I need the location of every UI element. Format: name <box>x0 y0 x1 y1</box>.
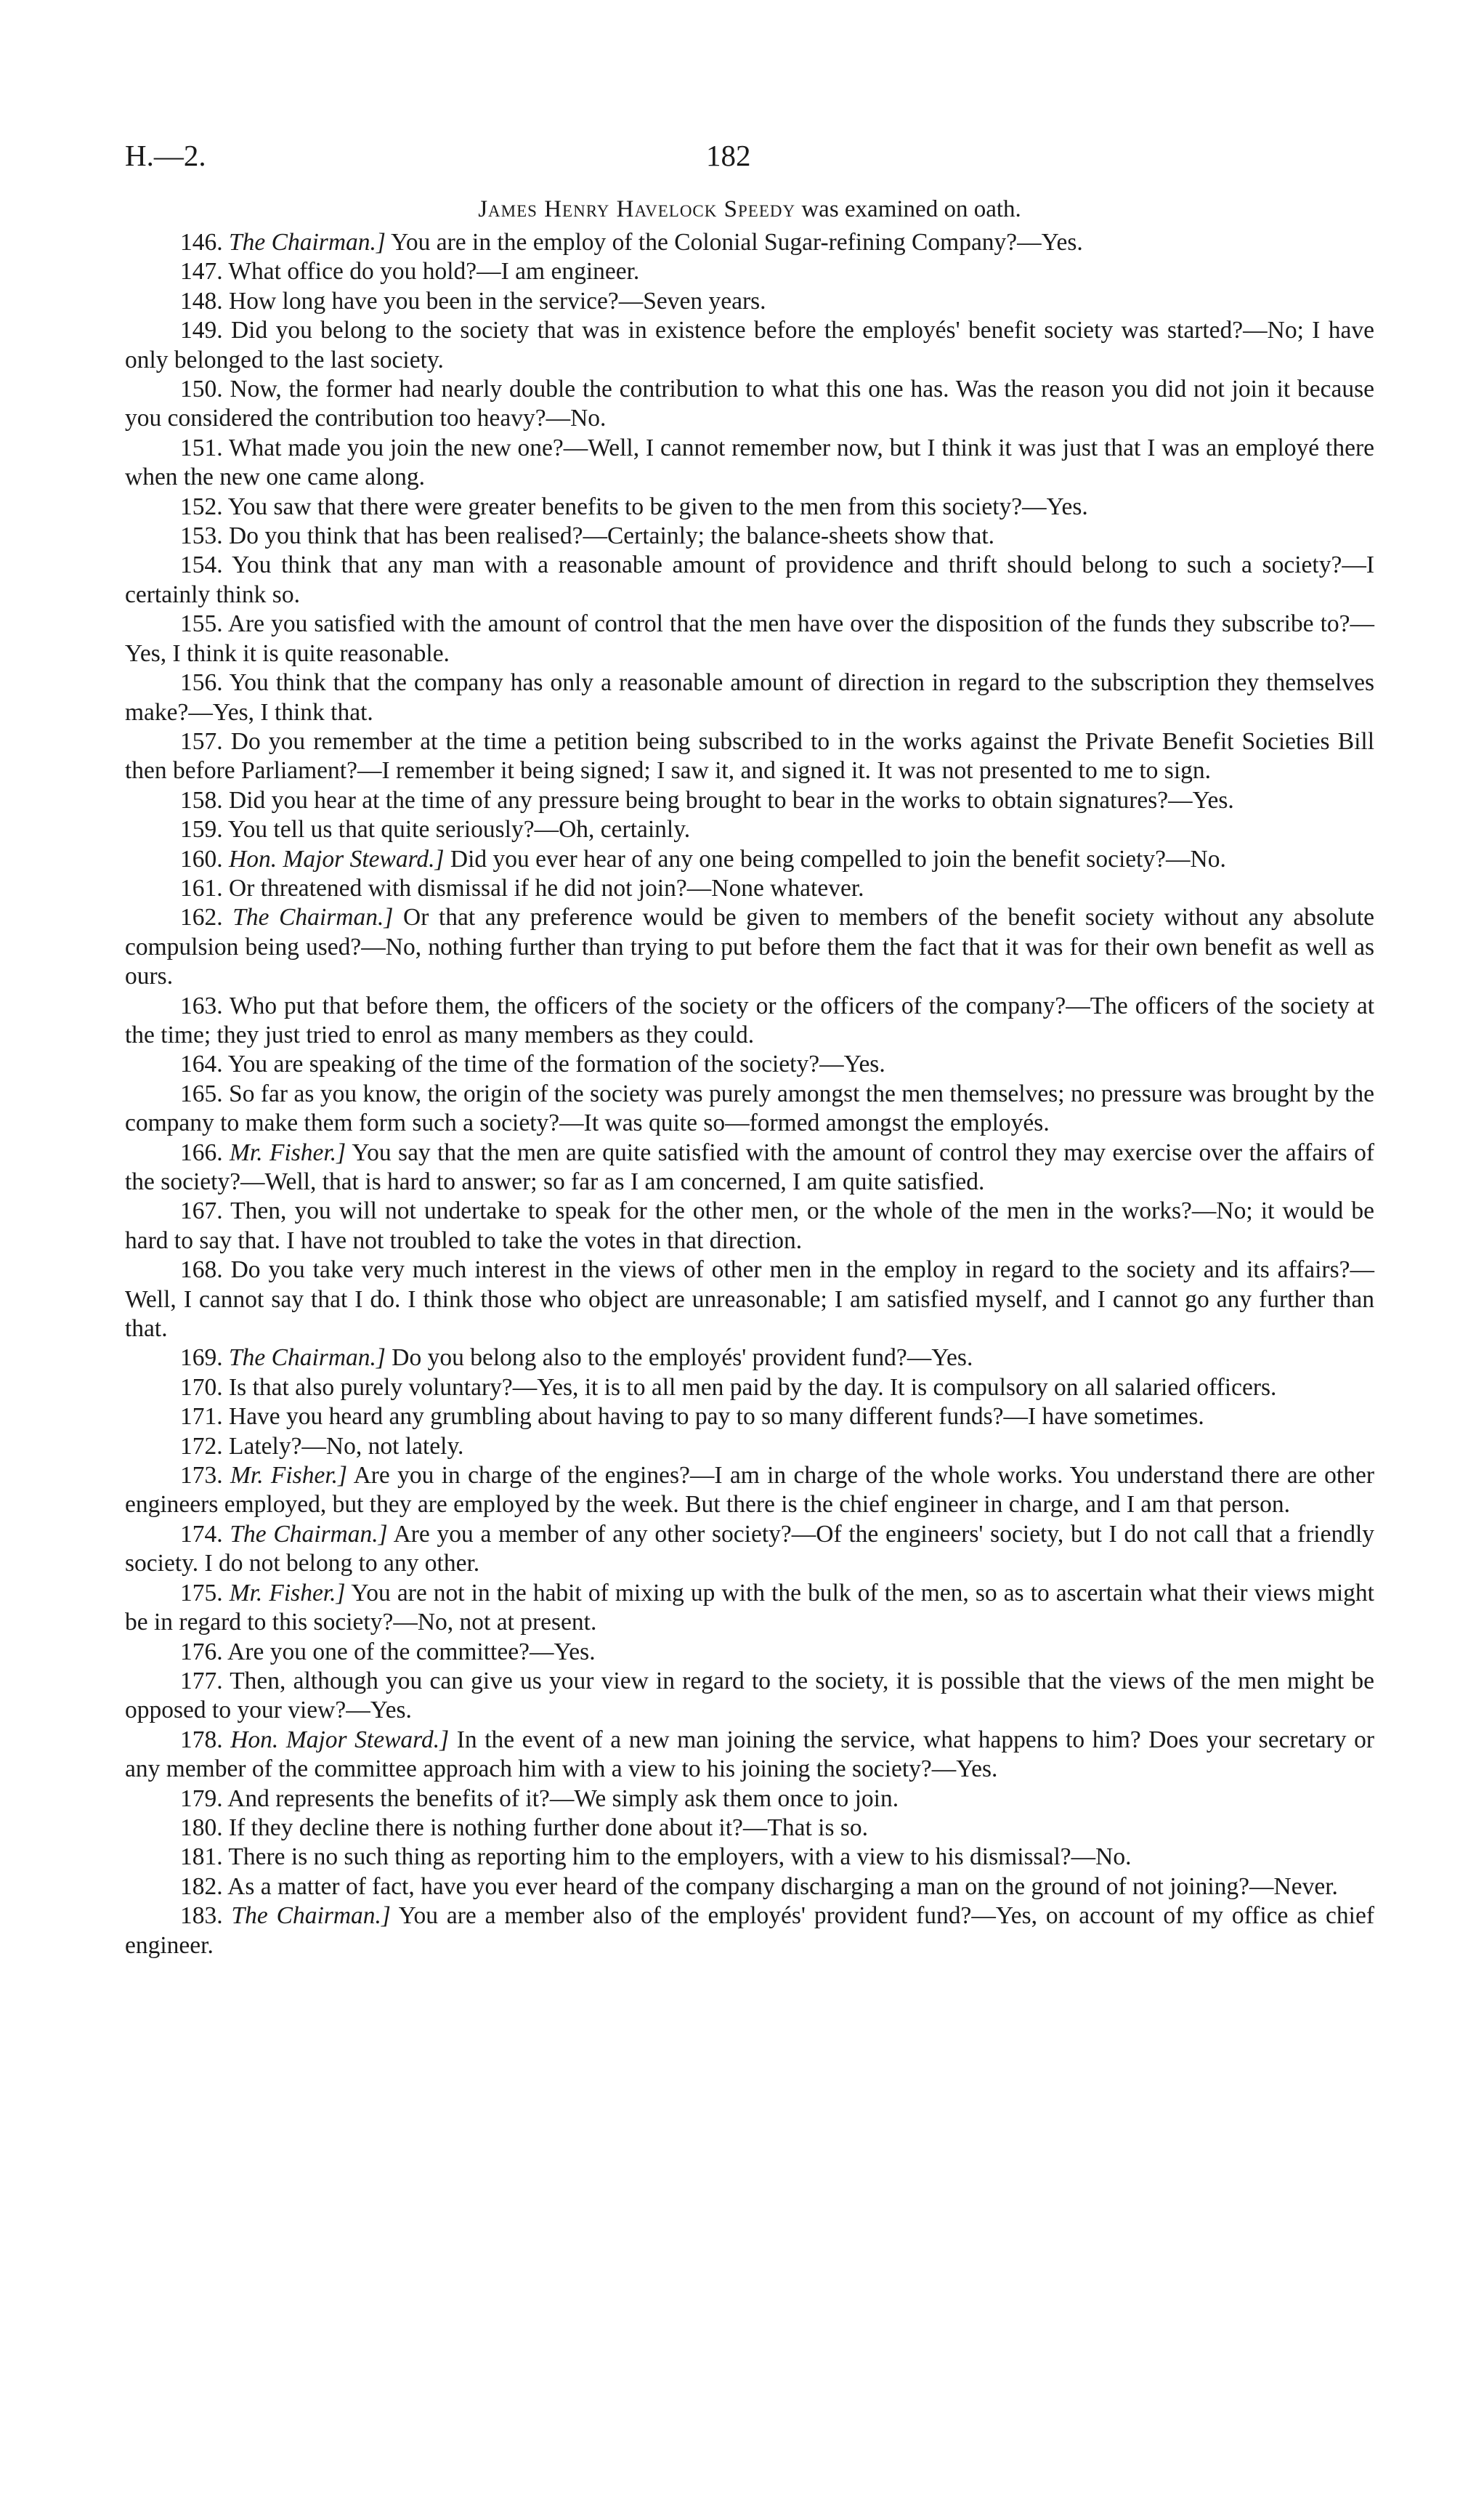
transcript-entry <box>125 1667 1374 1726</box>
transcript-entry <box>125 1197 1374 1256</box>
question-answer-text: Did you belong to the society that was in existence before the employés' benefit society was started?—No; I have only belonged to the last society. <box>125 317 1375 373</box>
question-number: 148. <box>180 287 223 315</box>
question-answer-text: You are speaking of the time of the formation of the society?—Yes. <box>227 1051 885 1078</box>
question-answer-text: Have you heard any grumbling about having to pay to so many different funds?—I have sometimes. <box>229 1403 1204 1431</box>
transcript-entry <box>125 1402 1374 1431</box>
question-number: 152. <box>180 493 223 520</box>
speaker-label: Hon. Major Steward.] <box>229 845 445 873</box>
question-answer-text: Then, you will not undertake to speak for the other men, or the whole of the men in the works?—No; it would be hard to say that. I have not troubled to take the votes in that direction. <box>125 1197 1374 1254</box>
speaker-label: The Chairman.] <box>230 1520 388 1548</box>
question-answer-text: Are you in charge of the engines?—I am in charge of the whole works. You understand there are other engineers employed, but they are employed by the week. But there is the chief engineer in charge, and I am that person. <box>125 1462 1374 1519</box>
question-number: 157. <box>180 727 223 755</box>
transcript-entry <box>125 1520 1374 1579</box>
examination-transcript <box>125 228 1374 1960</box>
speaker-label: The Chairman.] <box>232 904 394 931</box>
transcript-entry <box>125 434 1374 493</box>
question-answer-text: You are a member also of the employés' provident fund?—Yes, on account of my office as chief engineer. <box>125 1902 1375 1959</box>
question-number: 159. <box>180 816 223 844</box>
question-answer-text: So far as you know, the origin of the society was purely amongst the men themselves; no pressure was brought by the company to make them form such a society?—It was quite so—formed amongst the employés. <box>125 1080 1374 1137</box>
question-answer-text: Do you take very much interest in the views of other men in the employ in regard to the society and its affairs?—Well, I cannot say that I do. I think those who object are unreasonable; I am satisfied myself, and I cannot go any further than that. <box>125 1256 1374 1343</box>
question-number: 162. <box>180 904 223 931</box>
question-answer-text: Lately?—No, not lately. <box>229 1432 464 1460</box>
question-number: 177. <box>180 1667 223 1694</box>
question-number: 151. <box>180 434 223 461</box>
question-number: 146. <box>180 229 223 256</box>
transcript-entry <box>125 316 1374 375</box>
question-number: 166. <box>180 1139 223 1166</box>
question-number: 164. <box>180 1051 223 1078</box>
question-answer-text: You are in the employ of the Colonial Sugar-refining Company?—Yes. <box>391 229 1083 256</box>
question-number: 153. <box>180 522 223 550</box>
question-number: 183. <box>180 1902 223 1930</box>
speaker-label: Mr. Fisher.] <box>230 1462 348 1490</box>
transcript-entry <box>125 1432 1374 1461</box>
question-answer-text: Did you ever hear of any one being compelled to join the benefit society?—No. <box>450 845 1226 873</box>
speaker-label: Hon. Major Steward.] <box>230 1726 450 1753</box>
question-answer-text: If they decline there is nothing further done about it?—That is so. <box>229 1814 869 1841</box>
transcript-entry <box>125 1343 1374 1373</box>
question-number: 167. <box>180 1197 223 1225</box>
question-answer-text: Who put that before them, the officers of the society or the officers of the company?—The officers of the society at the time; they just tried to enrol as many members as they could. <box>125 992 1374 1048</box>
speaker-label: The Chairman.] <box>229 229 386 256</box>
transcript-entry <box>125 228 1374 257</box>
question-answer-text: How long have you been in the service?—Seven years. <box>229 287 766 315</box>
transcript-entry <box>125 1256 1374 1343</box>
question-number: 175. <box>180 1579 223 1606</box>
question-number: 155. <box>180 610 223 638</box>
question-number: 169. <box>180 1344 223 1372</box>
question-number: 182. <box>180 1872 223 1900</box>
question-number: 156. <box>180 669 223 697</box>
question-number: 163. <box>180 992 223 1019</box>
question-answer-text: Now, the former had nearly double the contribution to what this one has. Was the reason you did not join it because you considered the contribution too heavy?—No. <box>125 376 1374 432</box>
question-answer-text: What office do you hold?—I am engineer. <box>228 258 640 286</box>
question-number: 154. <box>180 551 223 579</box>
question-number: 179. <box>180 1784 223 1812</box>
transcript-entry <box>125 1784 1374 1814</box>
transcript-entry <box>125 287 1374 316</box>
transcript-entry <box>125 874 1374 903</box>
question-answer-text: Then, although you can give us your view in regard to the society, it is possible that the views of the men might be opposed to your view?—Yes. <box>125 1667 1374 1724</box>
question-answer-text: In the event of a new man joining the service, what happens to him? Does your secretary or any member of the committee approach him with a view to his joining the society?—Yes. <box>125 1726 1375 1783</box>
question-number: 173. <box>180 1462 223 1490</box>
question-number: 161. <box>180 874 223 902</box>
speaker-label: The Chairman.] <box>231 1902 391 1930</box>
question-number: 147. <box>180 258 223 286</box>
transcript-entry <box>125 1726 1374 1784</box>
question-answer-text: There is no such thing as reporting him to the employers, with a view to his dismissal?—No. <box>228 1843 1132 1871</box>
question-answer-text: And represents the benefits of it?—We simply ask them once to join. <box>227 1784 899 1812</box>
transcript-entry <box>125 668 1374 727</box>
witness-heading-suffix: was examined on oath. <box>801 196 1021 222</box>
transcript-entry <box>125 1579 1374 1638</box>
question-answer-text: As a matter of fact, have you ever heard of the company discharging a man on the ground of not joining?—Never. <box>227 1872 1338 1900</box>
transcript-entry <box>125 727 1374 786</box>
speaker-label: Mr. Fisher.] <box>230 1139 346 1166</box>
question-number: 165. <box>180 1080 223 1107</box>
question-number: 172. <box>180 1432 223 1460</box>
question-answer-text: Did you hear at the time of any pressure being brought to bear in the works to obtain signatures?—Yes. <box>229 786 1234 814</box>
question-answer-text: Do you remember at the time a petition being subscribed to in the works against the Private Benefit Societies Bill then before Parliament?—I remember it being signed; I saw it, and signed it. It was not presented to me to sign. <box>125 727 1375 785</box>
question-answer-text: Is that also purely voluntary?—Yes, it is to all men paid by the day. It is compulsory on all salaried officers. <box>229 1373 1277 1401</box>
transcript-entry <box>125 257 1374 286</box>
transcript-entry <box>125 1139 1374 1197</box>
transcript-entry <box>125 375 1374 434</box>
transcript-entry <box>125 845 1374 874</box>
transcript-entry <box>125 1638 1374 1667</box>
speaker-label: Mr. Fisher.] <box>229 1579 346 1606</box>
transcript-entry <box>125 1050 1374 1079</box>
question-answer-text: Are you satisfied with the amount of control that the men have over the disposition of the funds they subscribe to?—Yes, I think it is quite reasonable. <box>125 610 1374 667</box>
question-number: 170. <box>180 1373 223 1401</box>
document-reference: H.—2. <box>125 139 206 172</box>
question-answer-text: Are you a member of any other society?—Of the engineers' society, but I do not call that a friendly society. I do not belong to any other. <box>125 1520 1374 1577</box>
transcript-entry <box>125 992 1374 1051</box>
question-answer-text: Do you think that has been realised?—Certainly; the balance-sheets show that. <box>229 522 995 550</box>
speaker-label: The Chairman.] <box>229 1344 386 1372</box>
question-number: 181. <box>180 1843 223 1871</box>
witness-heading <box>125 195 1374 224</box>
question-answer-text: You think that any man with a reasonable amount of providence and thrift should belong to such a society?—I certainly think so. <box>125 551 1375 608</box>
transcript-entry <box>125 1814 1374 1843</box>
transcript-entry <box>125 493 1374 522</box>
question-number: 176. <box>180 1638 223 1665</box>
question-number: 180. <box>180 1814 223 1841</box>
question-number: 150. <box>180 376 223 403</box>
transcript-entry <box>125 522 1374 551</box>
question-answer-text: You saw that there were greater benefits to be given to the men from this society?—Yes. <box>227 493 1088 520</box>
question-number: 149. <box>180 317 223 344</box>
question-answer-text: What made you join the new one?—Well, I cannot remember now, but I think it was just that I was an employé there when the new one came along. <box>125 434 1374 491</box>
question-answer-text: Are you one of the committee?—Yes. <box>227 1638 596 1665</box>
question-answer-text: You are not in the habit of mixing up with the bulk of the men, so as to ascertain what their views might be in regard to this society?—No, not at present. <box>125 1579 1374 1636</box>
transcript-entry <box>125 610 1374 668</box>
page-header <box>125 124 1374 174</box>
question-number: 171. <box>180 1403 223 1431</box>
question-answer-text: You think that the company has only a reasonable amount of direction in regard to the subscription they themselves make?—Yes, I think that. <box>125 669 1375 726</box>
question-number: 160. <box>180 845 223 873</box>
question-number: 178. <box>180 1726 223 1753</box>
transcript-entry <box>125 1901 1374 1960</box>
transcript-entry <box>125 903 1374 991</box>
question-answer-text: You say that the men are quite satisfied with the amount of control they may exercise over the affairs of the society?—Well, that is hard to answer; so far as I am concerned, I am quite satisfied. <box>125 1139 1374 1195</box>
transcript-entry <box>125 1373 1374 1402</box>
question-answer-text: You tell us that quite seriously?—Oh, certainly. <box>227 816 691 844</box>
transcript-entry <box>125 1461 1374 1520</box>
question-answer-text: Do you belong also to the employés' provident fund?—Yes. <box>392 1344 973 1372</box>
question-number: 174. <box>180 1520 223 1548</box>
witness-name: James Henry Havelock Speedy <box>478 196 796 222</box>
transcript-entry <box>125 786 1374 815</box>
document-page <box>125 124 1374 1960</box>
question-answer-text: Or threatened with dismissal if he did not join?—None whatever. <box>229 874 864 902</box>
transcript-entry <box>125 1843 1374 1872</box>
question-number: 168. <box>180 1256 223 1284</box>
page-number: 182 <box>706 139 751 172</box>
transcript-entry <box>125 815 1374 844</box>
transcript-entry <box>125 1872 1374 1901</box>
question-answer-text: Or that any preference would be given to members of the benefit society without any absolute compulsion being used?—No, nothing further than trying to put before them the fact that it was for their own benefit as well as ours. <box>125 904 1375 990</box>
transcript-entry <box>125 551 1374 610</box>
transcript-entry <box>125 1080 1374 1139</box>
question-number: 158. <box>180 786 223 814</box>
